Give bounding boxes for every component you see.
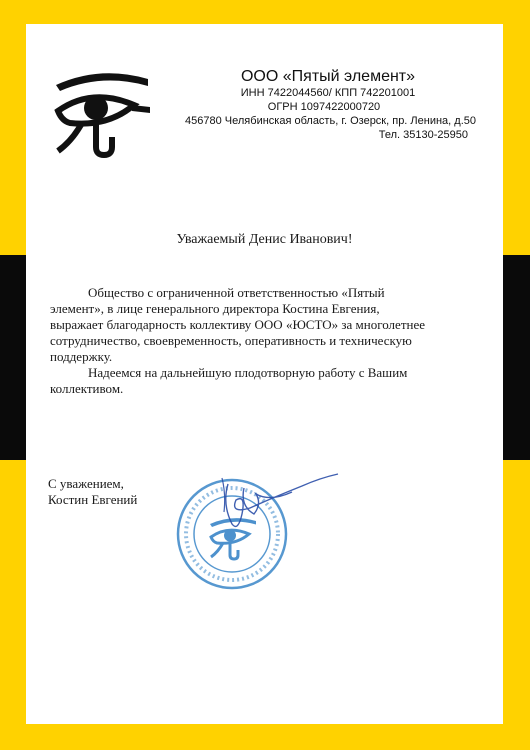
- closing-phrase: С уважением,: [48, 476, 124, 491]
- letter-body: [50, 285, 470, 397]
- company-name: ООО «Пятый элемент»: [240, 68, 416, 85]
- company-header: [166, 68, 476, 142]
- eye-of-horus-icon: [52, 69, 152, 161]
- paragraph-line: сотрудничество, своевременность, оперативность и техническую: [50, 333, 412, 348]
- paragraph-line: элемент», в лице генерального директора Костина Евгения,: [50, 301, 380, 316]
- company-inn-kpp: ИНН 7422044560/ КПП 742201001: [240, 87, 416, 99]
- closing-block: [48, 476, 137, 508]
- company-phone: Тел. 35130-25950: [378, 129, 468, 141]
- company-address: 456780 Челябинская область, г. Озерск, пр. Ленина, д.50: [185, 115, 476, 127]
- company-ogrn: ОГРН 1097422000720: [267, 101, 381, 113]
- paragraph-line: коллективом.: [50, 381, 124, 396]
- greeting: Уважаемый Денис Иванович!: [176, 232, 353, 247]
- paragraph-line: Надеемся на дальнейшую плодотворную работу с Вашим: [88, 365, 408, 380]
- paragraph-line: Общество с ограниченной ответственностью «Пятый: [88, 285, 385, 300]
- company-stamp: [152, 454, 352, 594]
- letter-sheet: [26, 24, 503, 724]
- paragraph-line: поддержку.: [50, 349, 113, 364]
- signer-name: Костин Евгений: [48, 492, 138, 507]
- paragraph-line: выражает благодарность коллективу ООО «ЮСТО» за многолетнее: [50, 317, 425, 332]
